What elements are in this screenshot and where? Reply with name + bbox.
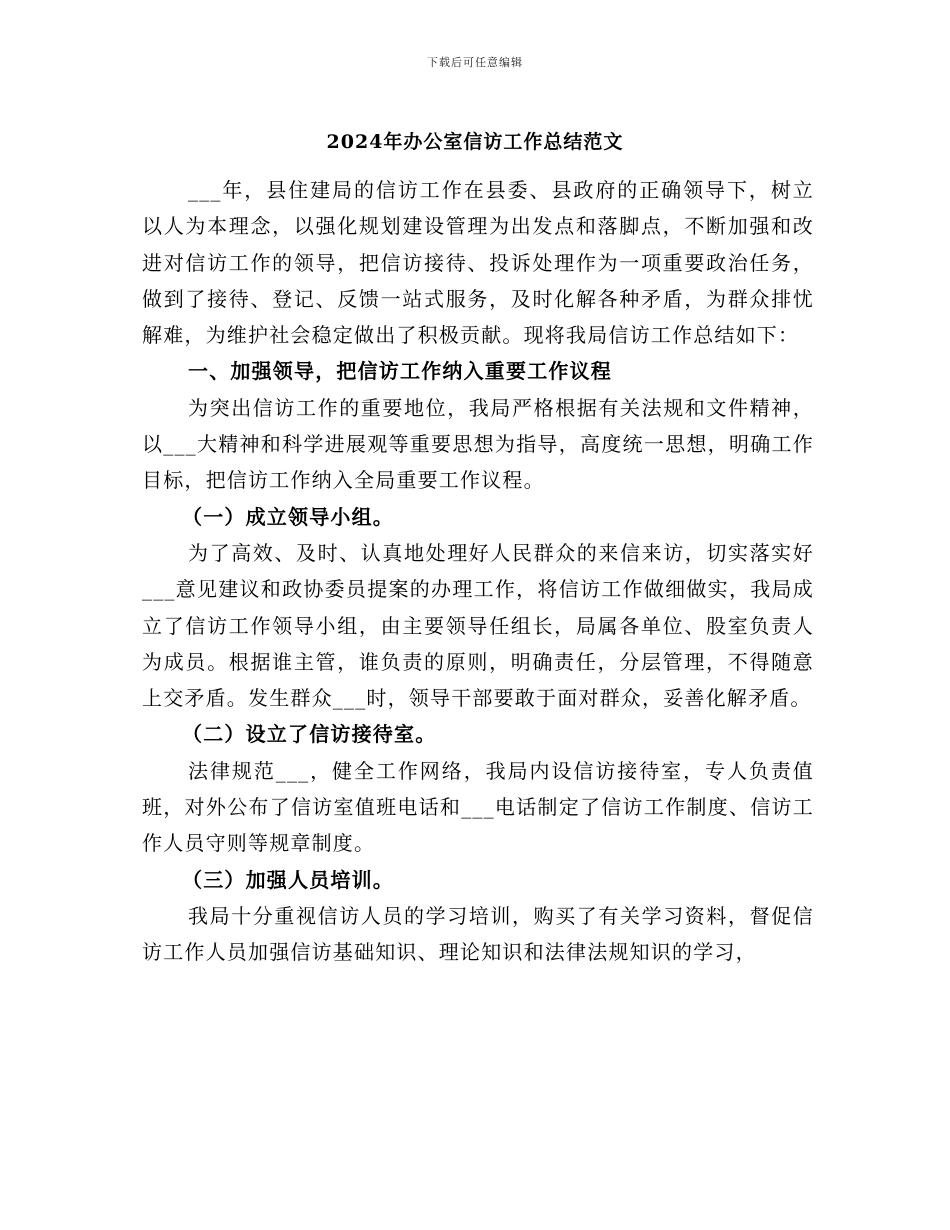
subsection-2-paragraph: 法律规范___，健全工作网络，我局内设信访接待室，专人负责值班，对外公布了信访室值班电话和___电话制定了信访工作制度、信访工作人员守则等规章制度。 xyxy=(142,758,814,856)
subsection-3-heading: （三）加强人员培训。 xyxy=(182,867,394,892)
section-1-heading: 一、加强领导，把信访工作纳入重要工作议程 xyxy=(188,359,612,384)
section-1-paragraph: 为突出信访工作的重要地位，我局严格根据有关法规和文件精神，以___大精神和科学进展观等重要思想为指导，高度统一思想，明确工作目标，把信访工作纳入全局重要工作议程。 xyxy=(142,395,814,493)
document-body xyxy=(142,172,814,971)
subsection-1-paragraph: 为了高效、及时、认真地处理好人民群众的来信来访，切实落实好___意见建议和政协委员提案的办理工作，将信访工作做细做实，我局成立了信访工作领导小组，由主要领导任组长，局属各单位、股室负责人为成员。根据谁主管，谁负责的原则，明确责任，分层管理，不得随意上交矛盾。发生群众___时，领导干部要敢于面对群众，妥善化解矛盾。 xyxy=(142,540,814,711)
page-title: 2024年办公室信访工作总结范文 xyxy=(326,131,624,153)
subsection-1-heading: （一）成立领导小组。 xyxy=(182,504,394,529)
subsection-3-paragraph: 我局十分重视信访人员的学习培训，购买了有关学习资料，督促信访工作人员加强信访基础知识、理论知识和法律法规知识的学习， xyxy=(142,903,814,965)
intro-paragraph: ___年，县住建局的信访工作在县委、县政府的正确领导下，树立以人为本理念，以强化规划建设管理为出发点和落脚点，不断加强和改进对信访工作的领导，把信访接待、投诉处理作为一项重要政治任务，做到了接待、登记、反馈一站式服务，及时化解各种矛盾，为群众排忧解难，为维护社会稳定做出了积极贡献。现将我局信访工作总结如下： xyxy=(142,178,814,348)
subsection-2-heading: （二）设立了信访接待室。 xyxy=(182,722,437,747)
header-note: 下载后可任意编辑 xyxy=(427,56,523,69)
